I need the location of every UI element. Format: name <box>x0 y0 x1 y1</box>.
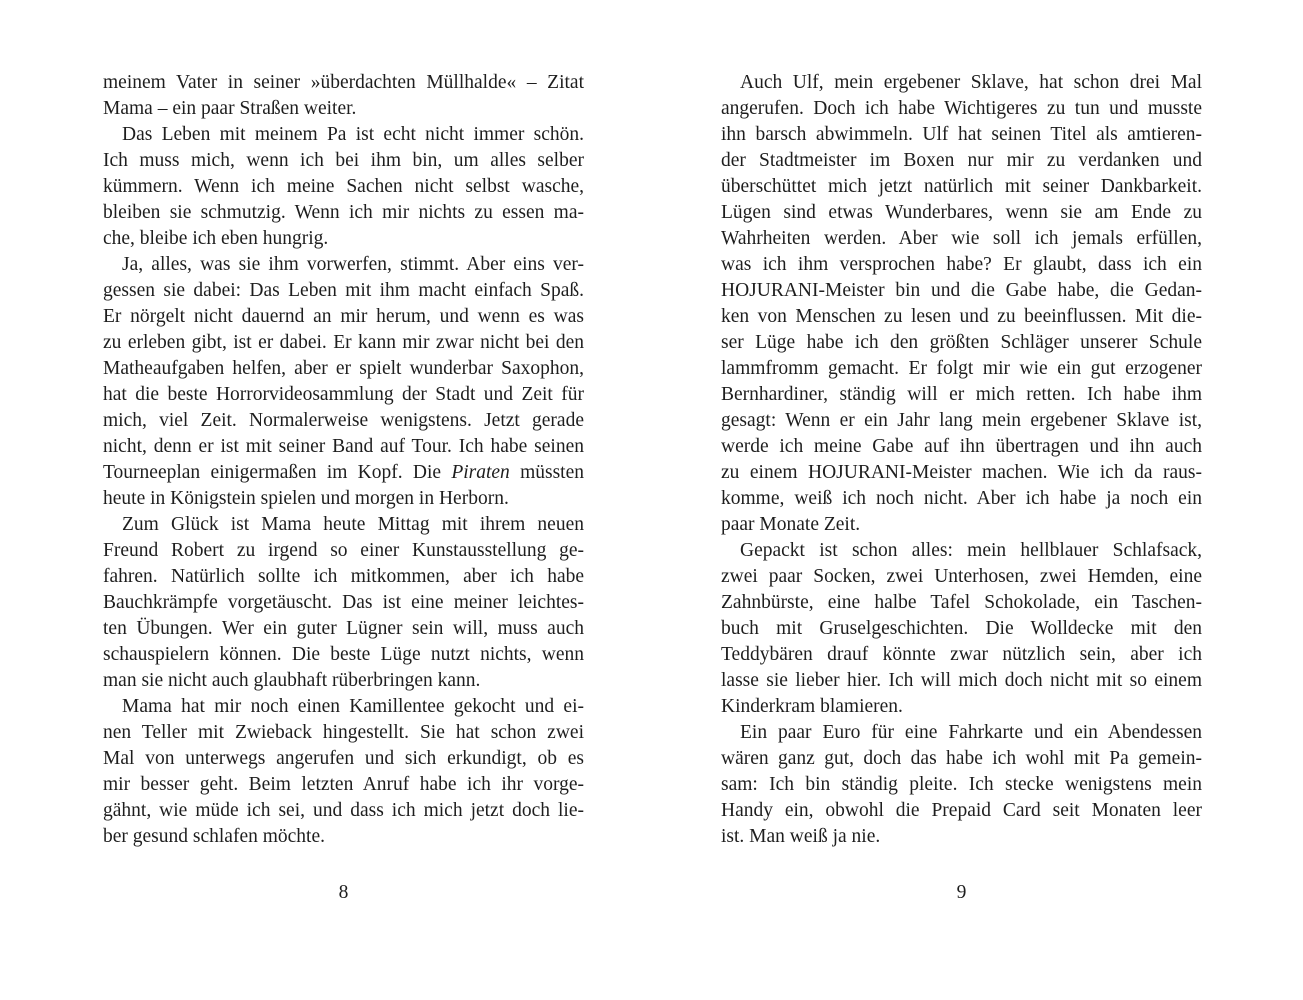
text-line: buch mit Gruselgeschichten. Die Wolldecke mit den <box>721 618 1202 639</box>
text-line: hat die beste Horrorvideosammlung der Stadt und Zeit für <box>103 384 584 405</box>
text-line: Wahrheiten werden. Aber wie soll ich jemals erfüllen, <box>721 228 1202 249</box>
text-line: che, bleibe ich eben hungrig. <box>103 228 329 249</box>
text-line: man sie nicht auch glaubhaft rüberbringen kann. <box>103 670 481 691</box>
text-line: werde ich meine Gabe auf ihn übertragen und ihn auch <box>721 436 1202 457</box>
text-line: zu erleben gibt, ist er dabei. Er kann mir zwar nicht bei den <box>103 332 584 353</box>
text-run: müssten <box>509 462 584 483</box>
text-line: Er nörgelt nicht dauernd an mir herum, und wenn es was <box>103 306 584 327</box>
page-number: 9 <box>956 882 967 903</box>
text-line: heute in Königstein spielen und morgen in Herborn. <box>103 488 509 509</box>
text-line: sam: Ich bin ständig pleite. Ich stecke wenigstens mein <box>721 774 1202 795</box>
text-line: ser Lüge habe ich den größten Schläger unserer Schule <box>721 332 1202 353</box>
text-line: mich, viel Zeit. Normalerweise wenigstens. Jetzt gerade <box>103 410 584 431</box>
text-line: ber gesund schlafen möchte. <box>103 826 326 847</box>
text-line: zwei paar Socken, zwei Unterhosen, zwei Hemden, eine <box>721 566 1202 587</box>
text-line: Mal von unterwegs angerufen und sich erkundigt, ob es <box>103 748 584 769</box>
text-line: gessen sie dabei: Das Leben mit ihm macht einfach Spaß. <box>103 280 584 301</box>
text-line: fahren. Natürlich sollte ich mitkommen, aber ich habe <box>103 566 584 587</box>
text-run: Tourneeplan einigermaßen im Kopf. Die <box>103 462 452 483</box>
text-line: lammfromm gemacht. Er folgt mir wie ein gut erzogener <box>721 358 1202 379</box>
text-line: angerufen. Doch ich habe Wichtigeres zu tun und musste <box>721 98 1202 119</box>
text-line: gesagt: Wenn er ein Jahr lang mein ergebener Sklave ist, <box>721 410 1202 431</box>
text-line: Mama – ein paar Straßen weiter. <box>103 98 357 119</box>
text-line: was ich ihm versprochen habe? Er glaubt, dass ich ein <box>721 254 1202 275</box>
text-line: HOJURANI-Meister bin und die Gabe habe, die Gedan- <box>721 280 1202 301</box>
text-line: nen Teller mit Zwieback hingestellt. Sie hat schon zwei <box>103 722 584 743</box>
text-line: Zum Glück ist Mama heute Mittag mit ihrem neuen <box>122 514 584 535</box>
text-line: Mama hat mir noch einen Kamillentee gekocht und ei- <box>122 696 584 717</box>
text-line: schauspielern können. Die beste Lüge nutzt nichts, wenn <box>103 644 584 665</box>
text-line: Freund Robert zu irgend so einer Kunstausstellung ge- <box>103 540 584 561</box>
text-line: Ich muss mich, wenn ich bei ihm bin, um alles selber <box>103 150 584 171</box>
text-line: überschüttet mich jetzt natürlich mit seiner Dankbarkeit. <box>721 176 1202 197</box>
text-line: meinem Vater in seiner »überdachten Müllhalde« – Zitat <box>103 72 584 93</box>
text-line: Bauchkrämpfe vorgetäuscht. Das ist eine meiner leichtes- <box>103 592 584 613</box>
text-line: Ein paar Euro für eine Fahrkarte und ein Abendessen <box>740 722 1202 743</box>
text-line: Das Leben mit meinem Pa ist echt nicht immer schön. <box>122 124 584 145</box>
text-line: Ja, alles, was sie ihm vorwerfen, stimmt. Aber eins ver- <box>122 254 584 275</box>
text-line: ihn barsch abwimmeln. Ulf hat seinen Titel als amtieren- <box>721 124 1202 145</box>
text-line <box>103 460 584 486</box>
text-line: bleiben sie schmutzig. Wenn ich mir nichts zu essen ma- <box>103 202 584 223</box>
text-line: zu einem HOJURANI-Meister machen. Wie ich da raus- <box>721 462 1202 483</box>
text-line: Gepackt ist schon alles: mein hellblauer Schlafsack, <box>740 540 1202 561</box>
italic-title: Piraten <box>451 462 510 483</box>
text-line: kümmern. Wenn ich meine Sachen nicht selbst wasche, <box>103 176 584 197</box>
text-line: ten Übungen. Wer ein guter Lügner sein will, muss auch <box>103 618 584 639</box>
text-line: Zahnbürste, eine halbe Tafel Schokolade, ein Taschen- <box>721 592 1202 613</box>
text-line: paar Monate Zeit. <box>721 514 861 535</box>
text-line: der Stadtmeister im Boxen nur mir zu verdanken und <box>721 150 1202 171</box>
text-line: komme, weiß ich noch nicht. Aber ich habe ja noch ein <box>721 488 1202 509</box>
text-line: nicht, denn er ist mit seiner Band auf Tour. Ich habe seinen <box>103 436 584 457</box>
text-line: Matheaufgaben helfen, aber er spielt wunderbar Saxophon, <box>103 358 584 379</box>
text-line: ist. Man weiß ja nie. <box>721 826 881 847</box>
text-line: Handy ein, obwohl die Prepaid Card seit Monaten leer <box>721 800 1202 821</box>
text-line: Bernhardiner, ständig will er mich retten. Ich habe ihm <box>721 384 1202 405</box>
text-line: Teddybären drauf könnte zwar nützlich sein, aber ich <box>721 644 1202 665</box>
text-line: ken von Menschen zu lesen und zu beeinflussen. Mit die- <box>721 306 1202 327</box>
left-page <box>103 70 584 850</box>
text-line: Kinderkram blamieren. <box>721 696 903 717</box>
text-line: Lügen sind etwas Wunderbares, wenn sie am Ende zu <box>721 202 1202 223</box>
text-line: lasse sie lieber hier. Ich will mich doch nicht mit so einem <box>721 670 1202 691</box>
page-number: 8 <box>338 882 349 903</box>
text-line: mir besser geht. Beim letzten Anruf habe ich ihr vorge- <box>103 774 584 795</box>
text-line: wären ganz gut, doch das habe ich wohl mit Pa gemein- <box>721 748 1202 769</box>
right-page <box>721 70 1202 850</box>
text-line: Auch Ulf, mein ergebener Sklave, hat schon drei Mal <box>740 72 1202 93</box>
text-line: gähnt, wie müde ich sei, und dass ich mich jetzt doch lie- <box>103 800 584 821</box>
